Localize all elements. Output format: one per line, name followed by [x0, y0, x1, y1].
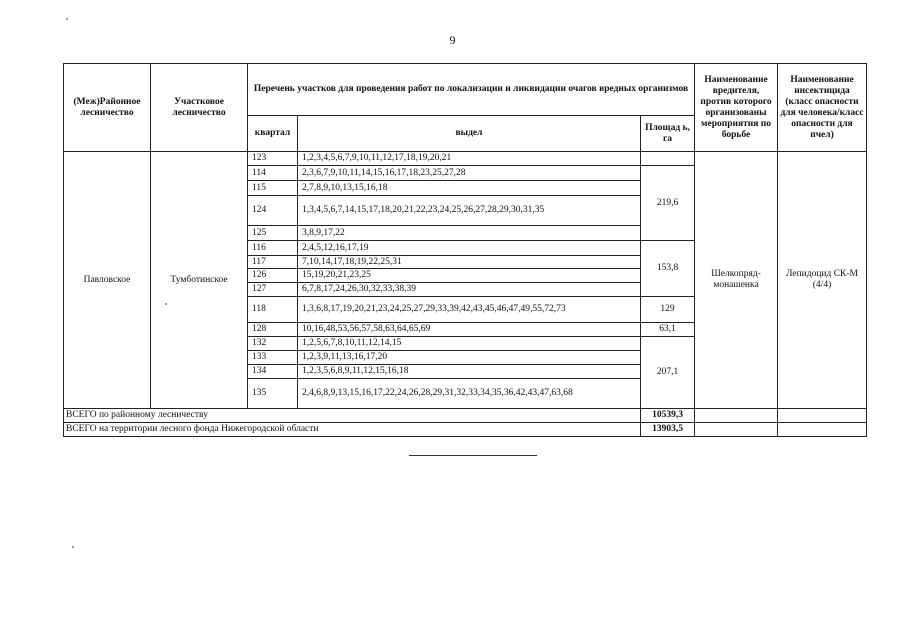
header-row-1: [64, 64, 867, 116]
quarter-cell: 115: [248, 181, 298, 196]
scan-speck: [66, 18, 68, 20]
area-cell: 219,6: [641, 166, 695, 241]
page-number: 9: [449, 33, 456, 47]
plot-cell: 1,2,3,4,5,6,7,9,10,11,12,17,18,19,20,21: [298, 152, 641, 166]
quarter-cell: 134: [248, 365, 298, 379]
scan-speck: [72, 546, 74, 548]
plot-cell: 3,8,9,17,22: [298, 226, 641, 241]
quarter-cell: 135: [248, 379, 298, 409]
total-empty-cell: [695, 423, 778, 437]
plot-cell: 1,3,4,5,6,7,14,15,17,18,20,21,22,23,24,25,26,27,28,29,30,31,35: [298, 196, 641, 226]
total-label: ВСЕГО по районному лесничеству: [64, 409, 641, 423]
header-list-title: Перечень участков для проведения работ по локализации и ликвидации очагов вредных организмов: [248, 64, 695, 116]
quarter-cell: 125: [248, 226, 298, 241]
plot-cell: 1,2,5,6,7,8,10,11,12,14,15: [298, 337, 641, 351]
area-cell: 153,8: [641, 241, 695, 297]
plot-cell: 6,7,8,17,24,26,30,32,33,38,39: [298, 283, 641, 297]
plot-cell: 2,4,6,8,9,13,15,16,17,22,24,26,28,29,31,32,33,34,35,36,42,43,47,63,68: [298, 379, 641, 409]
plot-cell: 15,19,20,21,23,25: [298, 269, 641, 283]
quarter-cell: 123: [248, 152, 298, 166]
local-forestry-cell: Тумботинское: [151, 152, 248, 409]
header-plot: выдел: [298, 116, 641, 152]
total-value: 10539,3: [641, 409, 695, 423]
table-row: [64, 152, 867, 166]
quarter-cell: 127: [248, 283, 298, 297]
district-cell: Павловское: [64, 152, 151, 409]
header-pest: Наименование вредителя, против которого организованы мероприятия по борьбе: [695, 64, 778, 152]
total-empty-cell: [695, 409, 778, 423]
total-value: 13903,5: [641, 423, 695, 437]
header-quarter: квартал: [248, 116, 298, 152]
header-district: (Меж)Районное лесничество: [64, 64, 151, 152]
plot-cell: 1,2,3,5,6,8,9,11,12,15,16,18: [298, 365, 641, 379]
area-cell: 207,1: [641, 337, 695, 409]
plot-cell: 2,4,5,12,16,17,19: [298, 241, 641, 256]
header-area: Площад ь, га: [641, 116, 695, 152]
total-row-region: [64, 423, 867, 437]
insecticide-cell: Лепидоцид СК-М (4/4): [778, 152, 867, 409]
area-cell-empty: [641, 152, 695, 166]
plot-cell: 2,7,8,9,10,13,15,16,18: [298, 181, 641, 196]
quarter-cell: 126: [248, 269, 298, 283]
quarter-cell: 118: [248, 297, 298, 323]
plot-cell: 2,3,6,7,9,10,11,14,15,16,17,18,23,25,27,28: [298, 166, 641, 181]
quarter-cell: 116: [248, 241, 298, 256]
total-label: ВСЕГО на территории лесного фонда Нижегородской области: [64, 423, 641, 437]
total-empty-cell: [778, 409, 867, 423]
quarter-cell: 124: [248, 196, 298, 226]
plot-cell: 1,3,6,8,17,19,20,21,23,24,25,27,29,33,39,42,43,45,46,47,49,55,72,73: [298, 297, 641, 323]
quarter-cell: 117: [248, 256, 298, 269]
header-insecticide: Наименование инсектицида (класс опасности для человека/класс опасности для пчел): [778, 64, 867, 152]
plot-cell: 10,16,48,53,56,57,58,63,64,65,69: [298, 323, 641, 337]
total-row-district: [64, 409, 867, 423]
plot-cell: 7,10,14,17,18,19,22,25,31: [298, 256, 641, 269]
scan-speck: [165, 303, 167, 305]
pest-cell: Шелкопряд-монашенка: [695, 152, 778, 409]
plot-cell: 1,2,3,9,11,13,16,17,20: [298, 351, 641, 365]
quarter-cell: 132: [248, 337, 298, 351]
end-divider: [409, 455, 537, 456]
area-cell: 129: [641, 297, 695, 323]
quarter-cell: 128: [248, 323, 298, 337]
quarter-cell: 114: [248, 166, 298, 181]
total-empty-cell: [778, 423, 867, 437]
treatment-plots-table: [63, 63, 867, 437]
header-local-forestry: Участковое лесничество: [151, 64, 248, 152]
quarter-cell: 133: [248, 351, 298, 365]
area-cell: 63,1: [641, 323, 695, 337]
